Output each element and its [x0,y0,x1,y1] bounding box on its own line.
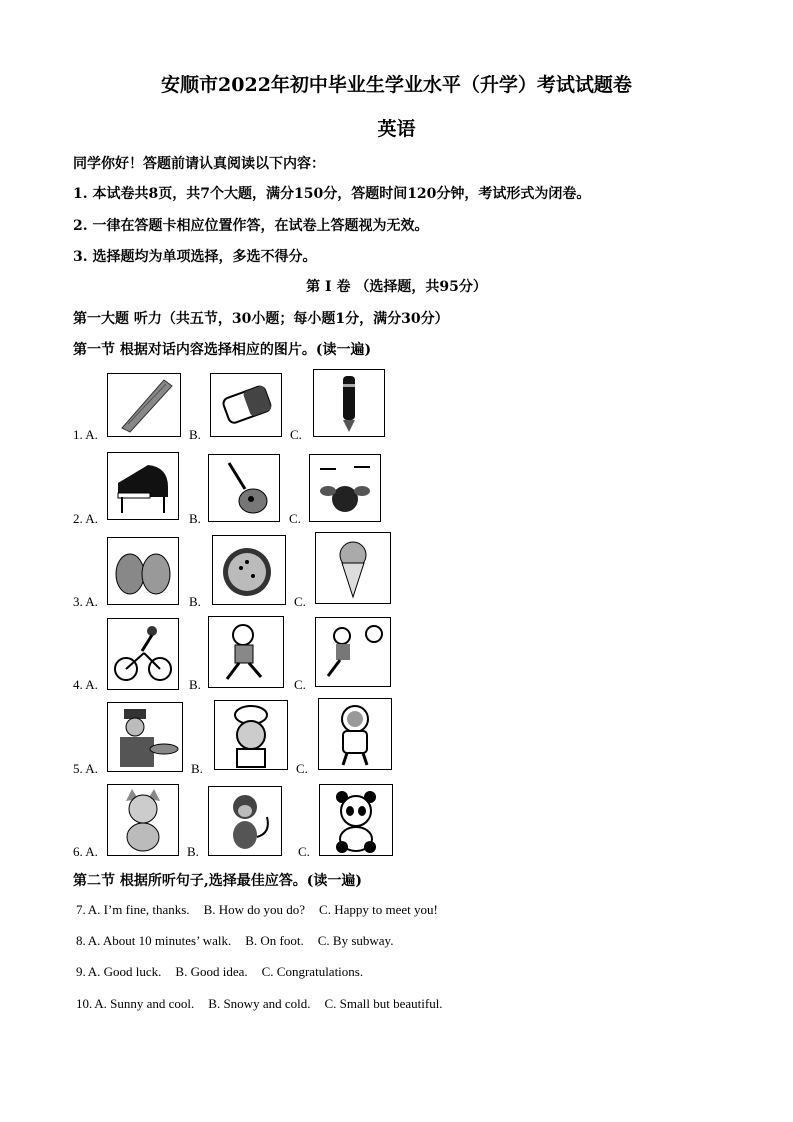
cook-image [214,700,288,770]
q1-b-label: B. [189,427,201,442]
eraser-image [210,373,282,437]
piano-image [107,452,179,520]
q8-num: 8. [76,933,86,948]
q9-answers [76,964,377,980]
q2-label: 2. A. [73,511,98,526]
q2-c-label: C. [289,511,301,526]
panda-image [319,784,393,856]
waiter-image [107,702,183,772]
q9-option-b: B. Good idea. [175,964,248,979]
q5-c-label: C. [296,761,308,776]
part1-title: 第一大题 听力（共五节，30小题；每小题1分，满分30分） [73,311,449,327]
q7-num: 7. [76,902,86,917]
q5-label: 5. A. [73,761,98,776]
q8-option-a: A. About 10 minutes’ walk. [87,933,232,948]
instruction-3: 3. 选择题均为单项选择，多选不得分。 [73,249,317,265]
q2-b-label: B. [189,511,201,526]
q10-option-c: C. Small but beautiful. [324,996,443,1011]
q8-option-c: C. By subway. [317,933,394,948]
cycling-image [107,618,179,690]
q9-option-c: C. Congratulations. [261,964,364,979]
pen-image [313,369,385,437]
monkey-image [208,786,282,856]
q10-answers [76,996,457,1012]
section2-title: 第二节 根据所听句子,选择最佳应答。(读一遍) [73,873,362,889]
q7-option-c: C. Happy to meet you! [319,902,438,917]
q8-option-b: B. On foot. [245,933,304,948]
q4-label: 4. A. [73,677,98,692]
exam-title: 安顺市2022年初中毕业生学业水平（升学）考试试题卷 [161,74,632,96]
q4-b-label: B. [189,677,201,692]
instruction-2: 2. 一律在答题卡相应位置作答，在试卷上答题视为无效。 [73,218,429,234]
watermelon-image [212,535,286,605]
mooncakes-image [107,537,179,605]
section1-title: 第一节 根据对话内容选择相应的图片。(读一遍) [73,342,372,358]
q7-option-a: A. I’m fine, thanks. [87,902,190,917]
q5-b-label: B. [191,761,203,776]
q1-c-label: C. [290,427,302,442]
cat-image [107,784,179,856]
q9-option-a: A. Good luck. [87,964,162,979]
q3-b-label: B. [189,594,201,609]
q9-num: 9. [76,964,86,979]
q6-b-label: B. [187,844,199,859]
q3-label: 3. A. [73,594,98,609]
q4-c-label: C. [294,677,306,692]
q10-num: 10. [76,996,93,1011]
ice-cream-image [315,532,391,604]
q7-option-b: B. How do you do? [203,902,306,917]
greeting: 同学你好！答题前请认真阅读以下内容： [73,156,325,172]
q6-label: 6. A. [73,844,98,859]
volume-heading: 第 I 卷 （选择题，共95分） [306,279,487,295]
ruler-image [107,373,181,437]
running-image [208,616,284,688]
q6-c-label: C. [298,844,310,859]
q3-c-label: C. [294,594,306,609]
guitar-image [208,454,280,522]
subject-title: 英语 [377,118,416,140]
q1-label: 1. A. [73,427,98,442]
q10-option-a: A. Sunny and cool. [94,996,195,1011]
q10-option-b: B. Snowy and cold. [208,996,311,1011]
drums-image [309,454,381,522]
instruction-1: 1. 本试卷共8页，共7个大题，满分150分，答题时间120分钟，考试形式为闭卷。 [73,186,591,202]
q8-answers [76,933,407,949]
q7-answers [76,902,452,918]
soccer-image [315,617,391,687]
astronaut-image [318,698,392,770]
